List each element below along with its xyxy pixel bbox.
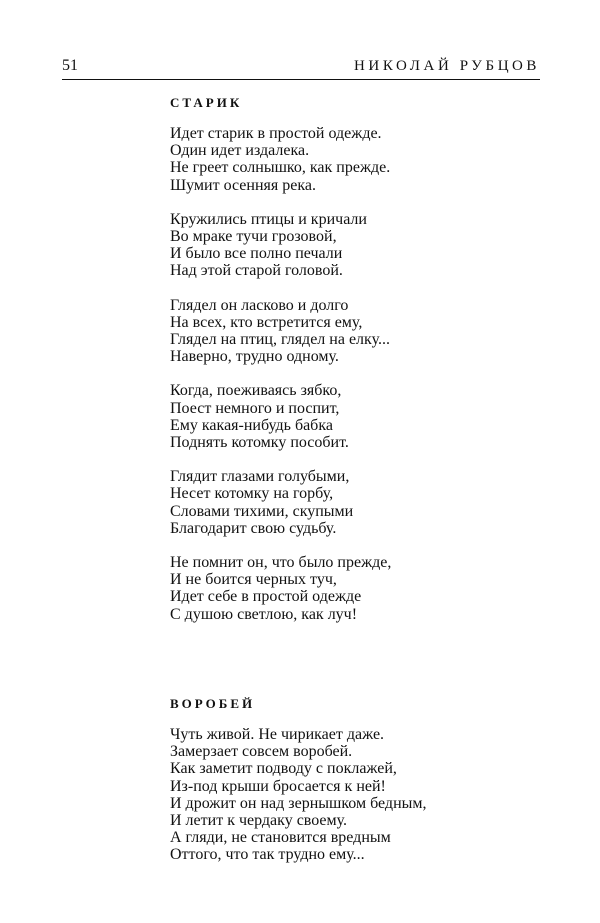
verse-line: И не боится черных туч, — [170, 571, 337, 589]
stanza — [170, 382, 570, 451]
poem-title: ВОРОБЕЙ — [170, 696, 256, 711]
verse-line: Чуть живой. Не чирикает даже. — [170, 726, 385, 743]
verse-line: Словами тихими, скупыми — [170, 502, 354, 520]
verse-line: Как заметит подводу с поклажей, — [170, 760, 397, 778]
verse-line: Кружились птицы и кричали — [170, 210, 367, 228]
poem-starik — [170, 95, 570, 640]
verse-line: Поест немного и поспит, — [170, 399, 340, 417]
verse-line: Глядел он ласково и долго — [170, 296, 349, 314]
verse-line: И было все полно печали — [170, 245, 343, 263]
verse-line: Не греет солнышко, как прежде. — [170, 159, 391, 177]
verse-line: И летит к чердаку своему. — [170, 812, 348, 830]
verse-line: С душою светлою, как луч! — [170, 605, 358, 623]
verse-line: Замерзает совсем воробей. — [170, 743, 353, 761]
verse-line: Шумит осенняя река. — [170, 176, 316, 194]
poem-vorobey — [170, 696, 570, 881]
verse-line: Ему какая-нибудь бабка — [170, 416, 333, 434]
poem-title: СТАРИК — [170, 95, 243, 110]
verse-line: Идет себе в простой одежде — [170, 588, 362, 606]
stanza — [170, 726, 570, 864]
stanza — [170, 125, 570, 194]
verse-line: Глядит глазами голубыми, — [170, 468, 350, 486]
verse-line: На всех, кто встретится ему, — [170, 313, 363, 331]
stanza — [170, 468, 570, 537]
running-head-author: НИКОЛАЙ РУБЦОВ — [353, 58, 540, 74]
verse-line: А гляди, не становится вредным — [170, 829, 391, 847]
verse-line: Поднять котомку пособит. — [170, 434, 349, 452]
verse-line: Над этой старой головой. — [170, 262, 343, 280]
verse-line: Наверно, трудно одному. — [170, 348, 339, 366]
verse-line: Оттого, что так трудно ему... — [170, 846, 365, 864]
verse-line: Во мраке тучи грозовой, — [170, 228, 337, 246]
verse-line: Когда, поеживаясь зябко, — [170, 382, 342, 400]
verse-line: И дрожит он над зернышком бедным, — [170, 794, 427, 812]
verse-line: Несет котомку на горбу, — [170, 485, 334, 503]
page-number: 51 — [62, 57, 78, 74]
verse-line: Один идет издалека. — [170, 142, 310, 160]
verse-line: Не помнит он, что было прежде, — [170, 554, 392, 572]
verse-line: Идет старик в простой одежде. — [170, 125, 382, 142]
verse-line: Благодарит свою судьбу. — [170, 519, 337, 537]
page-header — [62, 56, 540, 80]
stanza — [170, 211, 570, 280]
stanza — [170, 297, 570, 366]
verse-line: Глядел на птиц, глядел на елку... — [170, 331, 390, 349]
stanza — [170, 554, 570, 623]
header-rule — [62, 79, 540, 80]
verse-line: Из-под крыши бросается к ней! — [170, 777, 386, 795]
